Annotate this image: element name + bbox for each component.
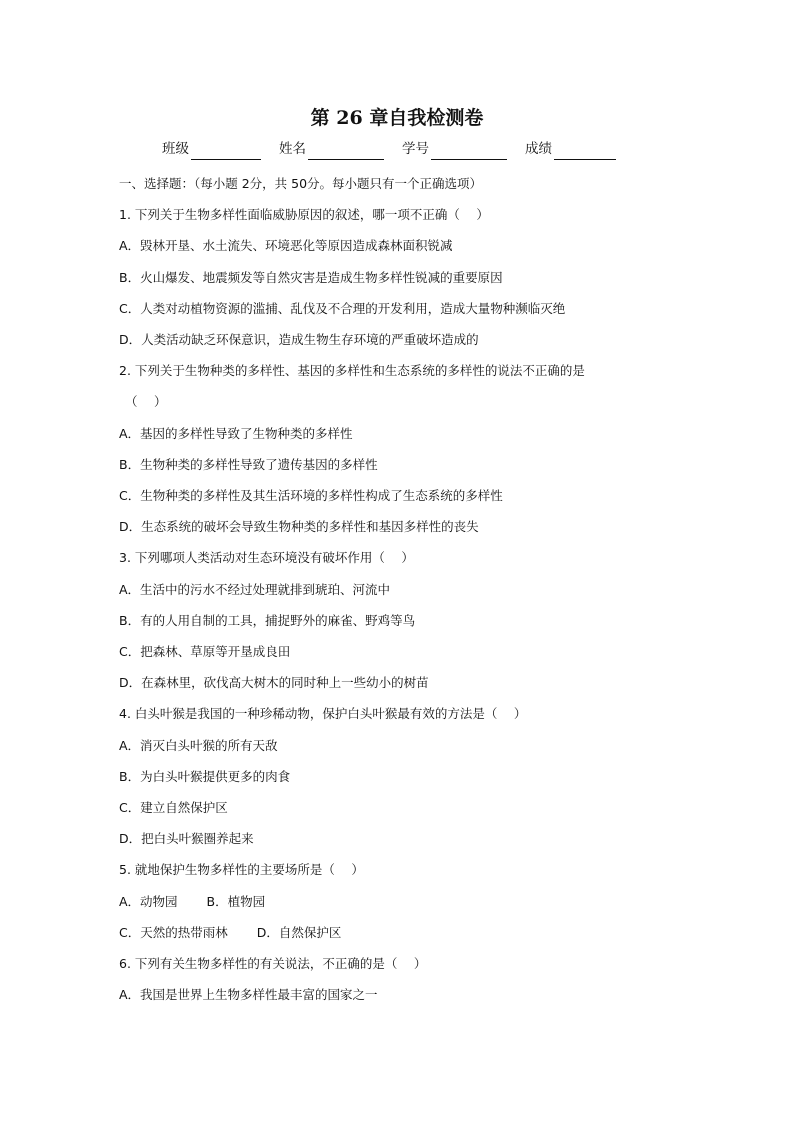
class-field [162,138,261,160]
question-4-option-c: C．建立自然保护区 [119,800,228,816]
question-2-option-c: C．生物种类的多样性及其生活环境的多样性构成了生态系统的多样性 [119,488,503,504]
question-1-option-b: B．火山爆发、地震频发等自然灾害是造成生物多样性锐减的重要原因 [119,269,503,285]
question-4-stem: 4. 白头叶猴是我国的一种珍稀动物，保护白头叶猴最有效的方法是（ ） [119,706,527,722]
question-1-option-c: C．人类对动植物资源的滥捕、乱伐及不合理的开发利用，造成大量物种濒临灭绝 [119,300,566,316]
id-field [402,138,507,160]
question-list [119,168,699,1010]
question-5-stem: 5. 就地保护生物多样性的主要场所是（ ） [119,862,364,878]
question-5-options-ab: A．动物园 B．植物园 [119,893,266,909]
question-2-option-a: A．基因的多样性导致了生物种类的多样性 [119,425,353,441]
class-label: 班级 [162,141,189,157]
class-blank [191,143,261,160]
question-2-option-b: B．生物种类的多样性导致了遗传基因的多样性 [119,456,378,472]
question-3-option-c: C．把森林、草原等开垦成良田 [119,644,291,660]
score-blank [554,143,616,160]
question-3-stem: 3. 下列哪项人类活动对生态环境没有破坏作用（ ） [119,550,414,566]
question-1-stem: 1. 下列关于生物多样性面临威胁原因的叙述，哪一项不正确（ ） [119,207,489,223]
question-5-options-cd: C．天然的热带雨林 D．自然保护区 [119,924,342,940]
id-blank [431,143,507,160]
question-4-option-b: B．为白头叶猴提供更多的肉食 [119,768,291,784]
name-field [279,138,384,160]
question-4-option-a: A．消灭白头叶猴的所有天敌 [119,737,278,753]
question-6-option-a: A．我国是世界上生物多样性最丰富的国家之一 [119,987,378,1003]
score-field [525,138,616,160]
question-4-option-d: D．把白头叶猴圈养起来 [119,831,254,847]
question-6-stem: 6. 下列有关生物多样性的有关说法，不正确的是（ ） [119,956,427,972]
page-title: 第 26 章自我检测卷 [310,107,484,129]
question-2-stem: 2. 下列关于生物种类的多样性、基因的多样性和生态系统的多样性的说法不正确的是 [119,363,585,379]
id-label: 学号 [402,141,429,157]
question-3-option-a: A．生活中的污水不经过处理就排到琥珀、河流中 [119,581,391,597]
section-heading: 一、选择题：（每小题 2分，共 50分。每小题只有一个正确选项） [119,176,483,191]
question-1-option-a: A．毁林开垦、水土流失、环境恶化等原因造成森林面积锐减 [119,238,453,254]
question-3-option-b: B．有的人用自制的工具，捕捉野外的麻雀、野鸡等鸟 [119,612,416,628]
name-blank [308,143,384,160]
question-1-option-d: D．人类活动缺乏环保意识，造成生物生存环境的严重破坏造成的 [119,332,479,348]
name-label: 姓名 [279,141,306,157]
question-3-option-d: D．在森林里，砍伐高大树木的同时种上一些幼小的树苗 [119,675,429,691]
question-2-option-d: D．生态系统的破坏会导致生物种类的多样性和基因多样性的丧失 [119,519,479,535]
student-info-row [162,138,634,160]
question-2-stem-tail: （ ） [125,394,167,410]
score-label: 成绩 [525,141,552,157]
